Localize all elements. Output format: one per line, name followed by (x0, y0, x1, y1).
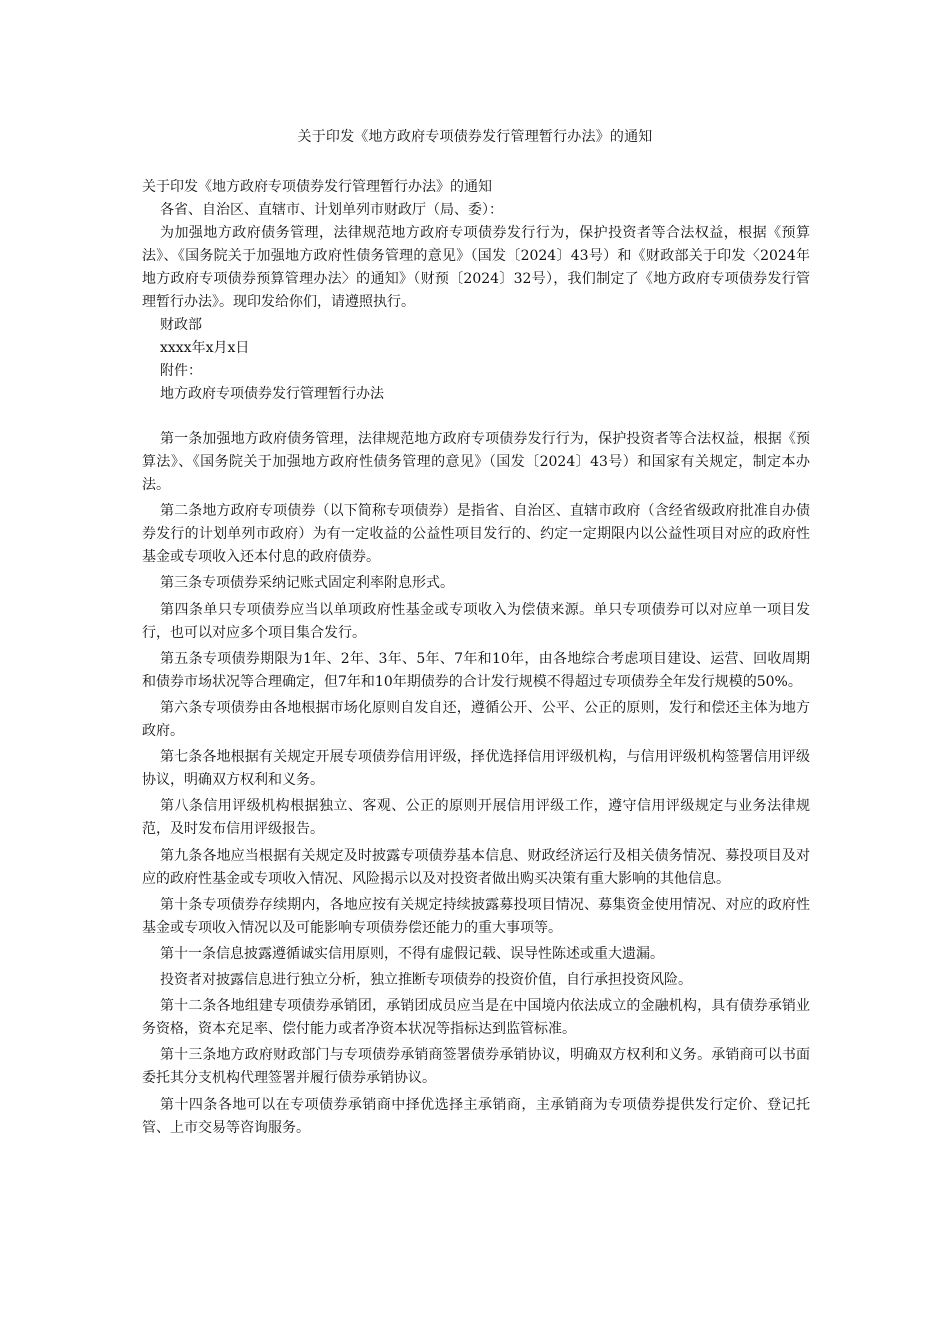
article-paragraph: 第七条各地根据有关规定开展专项债券信用评级，择优选择信用评级机构，与信用评级机构签署信用评级协议，明确双方权利和义务。 (142, 749, 810, 789)
notice-header: 关于印发《地方政府专项债券发行管理暂行办法》的通知 (142, 179, 492, 195)
salutation: 各省、自治区、直辖市、计划单列市财政厅（局、委）： (160, 202, 503, 218)
article-paragraph: 第五条专项债券期限为1年、2年、3年、5年、7年和10年，由各地综合考虑项目建设、运营、回收周期和债券市场状况等合理确定，但7年和10年期债券的合计发行规模不得超过专项债券全年发行规模的50%。 (142, 650, 810, 690)
document-title: 关于印发《地方政府专项债券发行管理暂行办法》的通知 (297, 129, 653, 145)
article-paragraph: 第九条各地应当根据有关规定及时披露专项债券基本信息、财政经济运行及相关债务情况、募投项目及对应的政府性基金或专项收入情况、风险揭示以及对投资者做出购买决策有重大影响的其他信息。 (142, 847, 810, 887)
article-paragraph: 第十二条各地组建专项债券承销团，承销团成员应当是在中国境内依法成立的金融机构，具有债券承销业务资格，资本充足率、偿付能力或者净资本状况等指标达到监管标准。 (142, 998, 810, 1038)
article-paragraph: 第十条专项债券存续期内，各地应按有关规定持续披露募投项目情况、募集资金使用情况、对应的政府性基金或专项收入情况以及可能影响专项债券偿还能力的重大事项等。 (142, 896, 810, 936)
intro-paragraph: 为加强地方政府债务管理，法律规范地方政府专项债券发行行为，保护投资者等合法权益，根据《预算法》、《国务院关于加强地方政府性债务管理的意见》（国发〔2024〕43号）和《财政部关于印发〈2024年地方政府专项债券预算管理办法〉的通知》（财预〔2024〕32号），我们制定了《地方政府专项债券发行管理暂行办法》。现印发给你们，请遵照执行。 (142, 225, 810, 310)
article-paragraph: 第三条专项债券采纳记账式固定利率附息形式。 (160, 575, 454, 592)
document-body (142, 176, 810, 1140)
article-paragraph: 投资者对披露信息进行独立分析，独立推断专项债券的投资价值，自行承担投资风险。 (160, 972, 692, 989)
attachment-title: 地方政府专项债券发行管理暂行办法 (160, 386, 384, 402)
article-paragraph: 第八条信用评级机构根据独立、客观、公正的原则开展信用评级工作，遵守信用评级规定与业务法律规范，及时发布信用评级报告。 (142, 798, 810, 838)
article-paragraph: 第十一条信息披露遵循诚实信用原则，不得有虚假记载、误导性陈述或重大遗漏。 (160, 945, 664, 962)
article-paragraph: 第十三条地方政府财政部门与专项债券承销商签署债券承销协议，明确双方权利和义务。承销商可以书面委托其分支机构代理签署并履行债券承销协议。 (142, 1047, 810, 1087)
article-paragraph: 第十四条各地可以在专项债券承销商中择优选择主承销商，主承销商为专项债券提供发行定价、登记托管、上市交易等咨询服务。 (142, 1096, 810, 1136)
signature: 财政部 (160, 317, 202, 333)
article-paragraph: 第二条地方政府专项债券（以下简称专项债券）是指省、自治区、直辖市政府（含经省级政府批准自办债券发行的计划单列市政府）为有一定收益的公益性项目发行的、约定一定期限内以公益性项目对应的政府性基金或专项收入还本付息的政府债券。 (142, 503, 810, 566)
articles-list (142, 428, 810, 1140)
attachment-label: 附件： (160, 363, 202, 379)
article-paragraph: 第六条专项债券由各地根据市场化原则自发自还，遵循公开、公平、公正的原则，发行和偿还主体为地方政府。 (142, 699, 810, 739)
article-paragraph: 第一条加强地方政府债务管理，法律规范地方政府专项债券发行行为，保护投资者等合法权益，根据《预算法》、《国务院关于加强地方政府性债务管理的意见》（国发〔2024〕43号）和国家有关规定，制定本办法。 (142, 431, 810, 493)
article-paragraph: 第四条单只专项债券应当以单项政府性基金或专项收入为偿债来源。单只专项债券可以对应单一项目发行，也可以对应多个项目集合发行。 (142, 601, 810, 641)
issue-date: xxxx年x月x日 (160, 340, 250, 356)
